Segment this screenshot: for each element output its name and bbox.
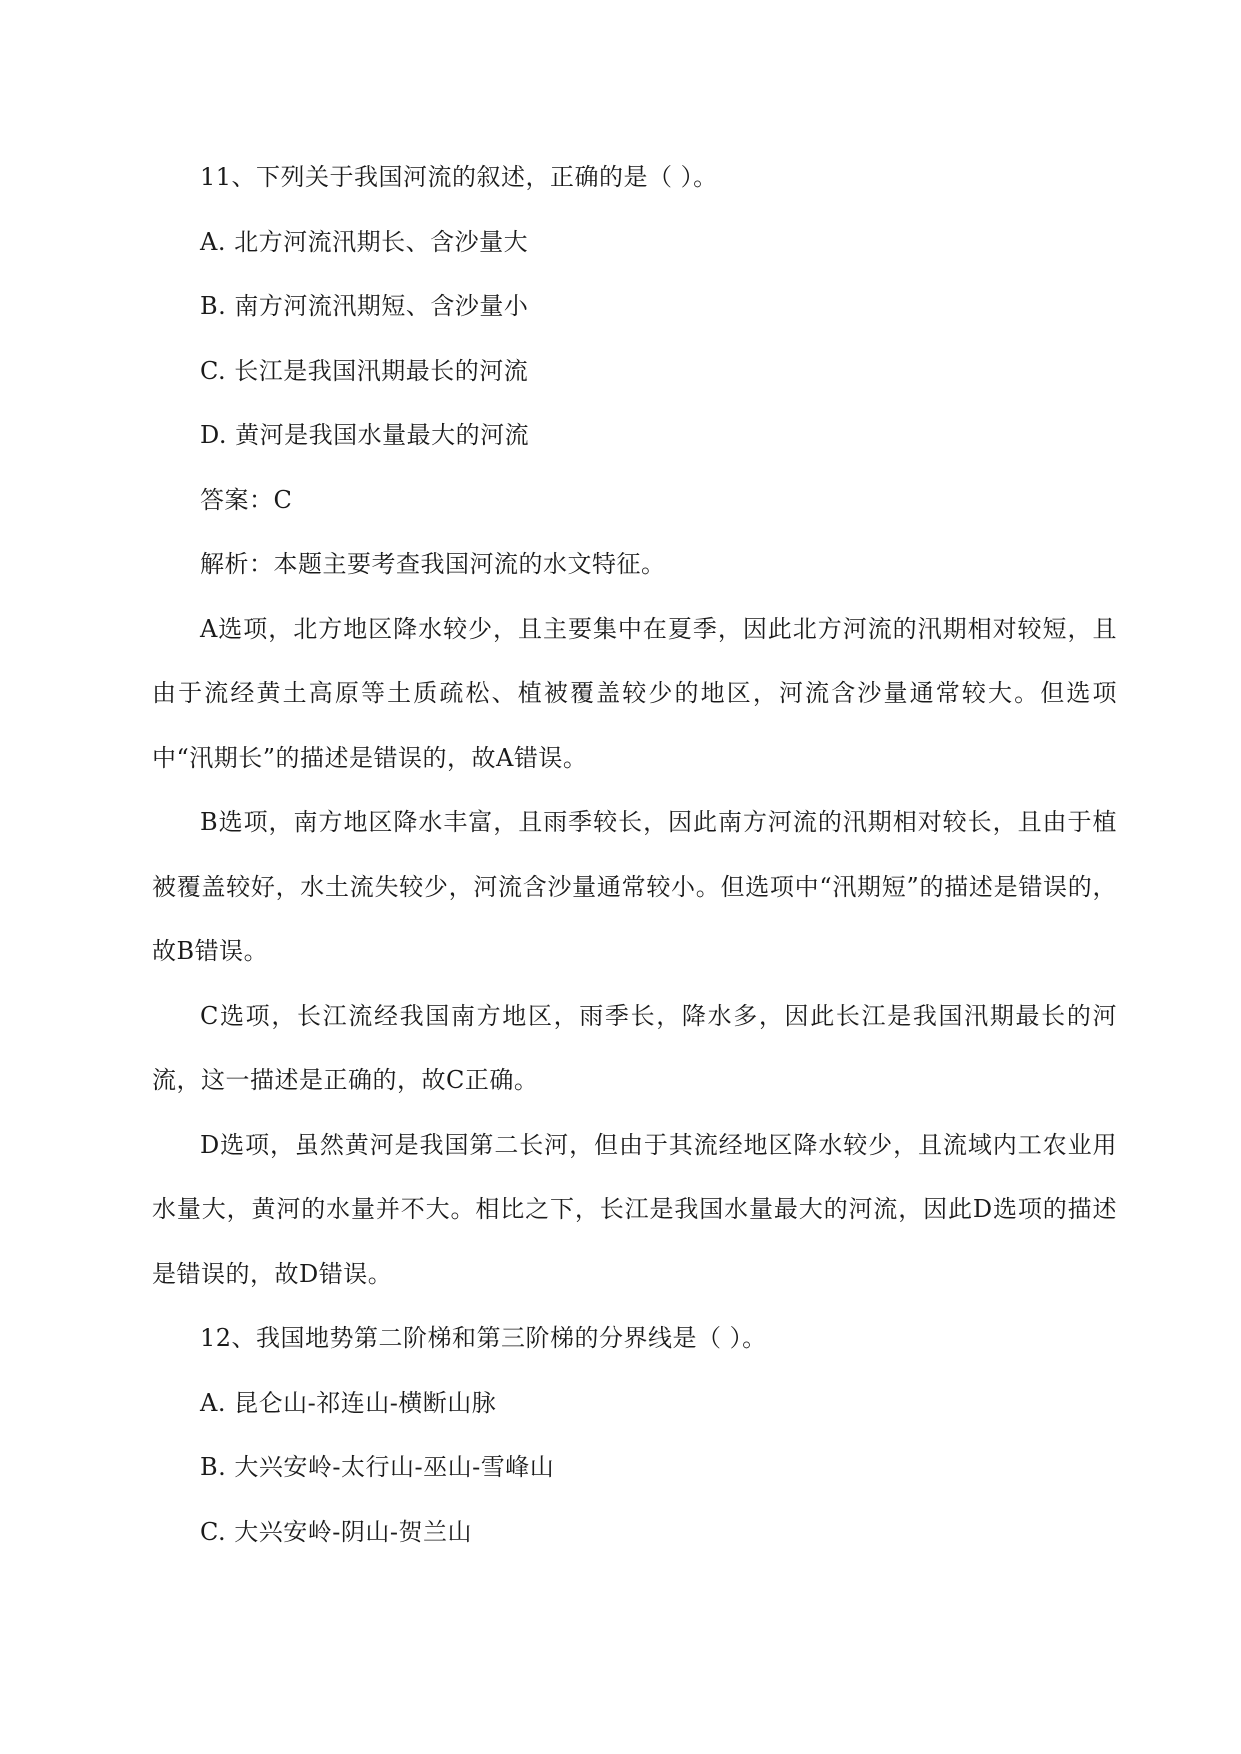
question-11-analysis-b: B选项，南方地区降水丰富，且雨季较长，因此南方河流的汛期相对较长，且由于植被覆盖较好，水土流失较少，河流含沙量通常较小。但选项中“汛期短”的描述是错误的，故B错误。 — [152, 808, 1117, 965]
question-11-option-d: D. 黄河是我国水量最大的河流 — [200, 421, 530, 449]
question-11-answer: 答案：C — [200, 485, 293, 514]
question-11-analysis-a: A选项，北方地区降水较少，且主要集中在夏季，因此北方河流的汛期相对较短，且由于流经黄土高原等土质疏松、植被覆盖较少的地区，河流含沙量通常较大。但选项中“汛期长”的描述是错误的，故A错误。 — [152, 614, 1117, 772]
question-12-stem: 12、我国地势第二阶梯和第三阶梯的分界线是（ ）。 — [200, 1324, 767, 1352]
question-11-option-a: A. 北方河流汛期长、含沙量大 — [200, 227, 529, 256]
question-11-analysis-intro: 解析：本题主要考查我国河流的水文特征。 — [200, 550, 666, 578]
question-11-stem: 11、下列关于我国河流的叙述，正确的是（ ）。 — [200, 163, 718, 191]
question-12-option-b: B. 大兴安岭-太行山-巫山-雪峰山 — [200, 1453, 555, 1481]
document-body — [152, 145, 1117, 1564]
question-11-analysis-c: C选项，长江流经我国南方地区，雨季长，降水多，因此长江是我国汛期最长的河流，这一描述是正确的，故C正确。 — [152, 1001, 1117, 1094]
question-11-option-c: C. 长江是我国汛期最长的河流 — [200, 356, 529, 385]
question-11-analysis-d: D选项，虽然黄河是我国第二长河，但由于其流经地区降水较少，且流域内工农业用水量大，黄河的水量并不大。相比之下，长江是我国水量最大的河流，因此D选项的描述是错误的，故D错误。 — [152, 1130, 1117, 1288]
question-11-option-b: B. 南方河流汛期短、含沙量小 — [200, 292, 529, 320]
question-12-option-a: A. 昆仑山-祁连山-横断山脉 — [200, 1388, 497, 1417]
question-12-option-c: C. 大兴安岭-阴山-贺兰山 — [200, 1517, 472, 1546]
